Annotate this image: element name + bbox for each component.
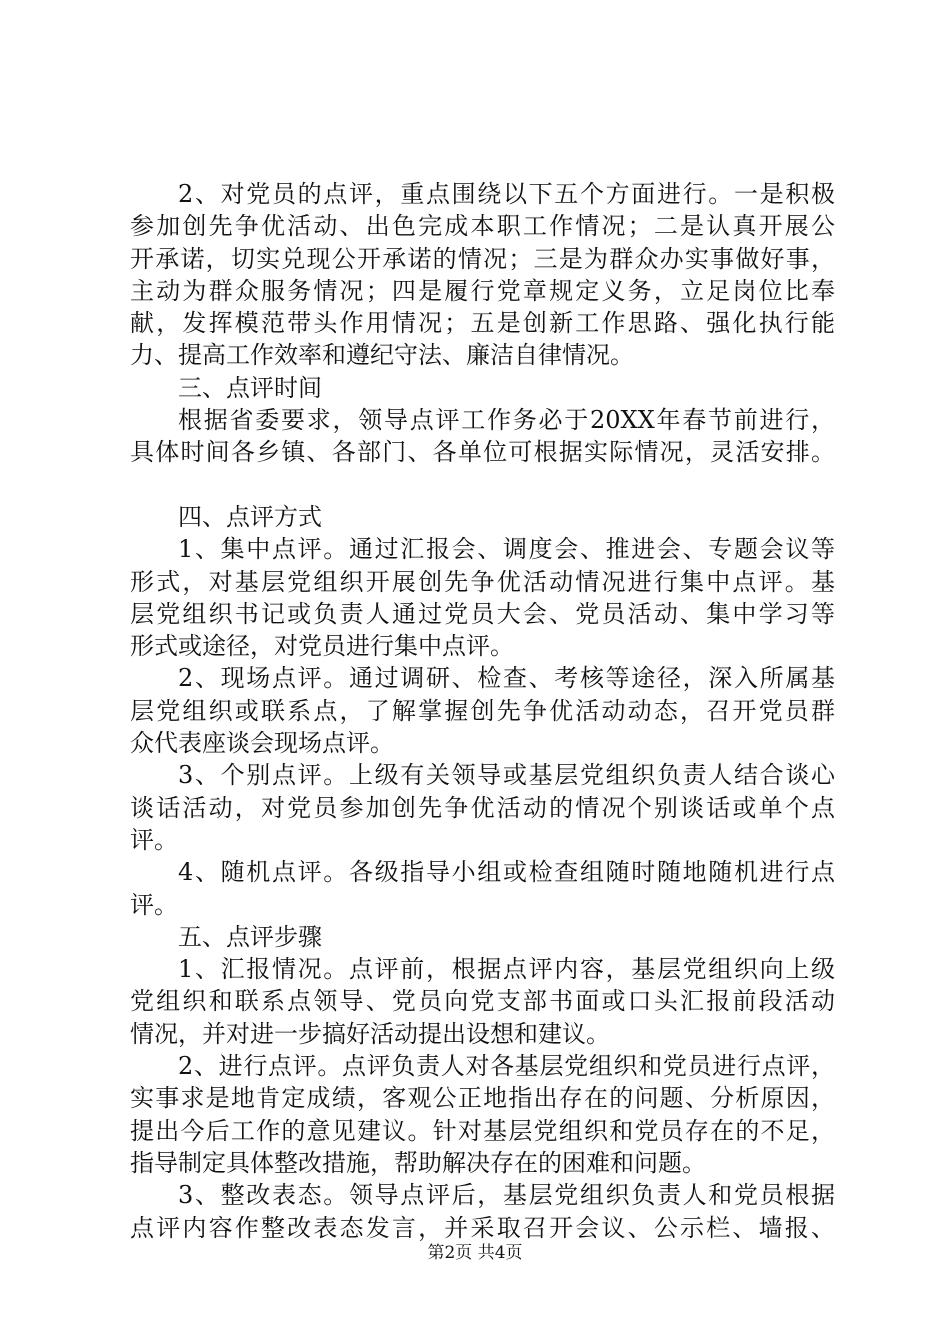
text-line: 层党组织或联系点，了解掌握创先争优活动动态，召开党员群 bbox=[130, 696, 835, 725]
text-line: 形式，对基层党组织开展创先争优活动情况进行集中点评。基 bbox=[130, 567, 835, 596]
page-footer: 第2页 共4页 bbox=[427, 1243, 523, 1263]
text-line: 情况，并对进一步搞好活动提出设想和建议。 bbox=[130, 1019, 610, 1048]
text-line: 3、整改表态。领导点评后，基层党组织负责人和党员根据 bbox=[178, 1181, 835, 1210]
text-line: 3、个别点评。上级有关领导或基层党组织负责人结合谈心 bbox=[178, 761, 835, 790]
text-line: 1、汇报情况。点评前，根据点评内容，基层党组织向上级 bbox=[178, 955, 835, 984]
text-line: 层党组织书记或负责人通过党员大会、党员活动、集中学习等 bbox=[130, 599, 835, 628]
text-line: 点评内容作整改表态发言，并采取召开会议、公示栏、墙报、 bbox=[130, 1213, 835, 1242]
text-line: 三、点评时间 bbox=[178, 373, 322, 402]
text-line: 1、集中点评。通过汇报会、调度会、推进会、专题会议等 bbox=[178, 535, 835, 564]
text-line: 众代表座谈会现场点评。 bbox=[130, 729, 394, 758]
text-line: 四、点评方式 bbox=[178, 502, 322, 531]
text-line: 根据省委要求，领导点评工作务必于20XX年春节前进行， bbox=[178, 406, 835, 435]
text-line: 评。 bbox=[130, 825, 178, 854]
text-line: 实事求是地肯定成绩，客观公正地指出存在的问题、分析原因， bbox=[130, 1084, 835, 1113]
text-line: 力、提高工作效率和遵纪守法、廉洁自律情况。 bbox=[130, 341, 634, 370]
text-line: 2、对党员的点评，重点围绕以下五个方面进行。一是积极 bbox=[178, 180, 835, 208]
text-line: 五、点评步骤 bbox=[178, 922, 322, 951]
blank-line bbox=[130, 469, 835, 501]
text-line: 形式或途径，对党员进行集中点评。 bbox=[130, 632, 514, 661]
document-body bbox=[130, 178, 835, 1244]
text-line: 主动为群众服务情况；四是履行党章规定义务，立足岗位比奉 bbox=[130, 276, 835, 305]
text-line: 2、进行点评。点评负责人对各基层党组织和党员进行点评， bbox=[178, 1052, 835, 1081]
text-line: 4、随机点评。各级指导小组或检查组随时随地随机进行点 bbox=[178, 858, 835, 887]
text-line: 参加创先争优活动、出色完成本职工作情况；二是认真开展公 bbox=[130, 212, 835, 241]
text-line: 2、现场点评。通过调研、检查、考核等途径，深入所属基 bbox=[178, 664, 835, 693]
text-line: 党组织和联系点领导、党员向党支部书面或口头汇报前段活动 bbox=[130, 987, 835, 1016]
text-line: 评。 bbox=[130, 890, 178, 919]
text-line: 谈话活动，对党员参加创先争优活动的情况个别谈话或单个点 bbox=[130, 793, 835, 822]
text-line: 提出今后工作的意见建议。针对基层党组织和党员存在的不足， bbox=[130, 1116, 835, 1145]
text-line: 指导制定具体整改措施，帮助解决存在的困难和问题。 bbox=[130, 1148, 706, 1177]
text-line: 献，发挥模范带头作用情况；五是创新工作思路、强化执行能 bbox=[130, 309, 835, 338]
text-line: 开承诺，切实兑现公开承诺的情况；三是为群众办实事做好事， bbox=[130, 244, 835, 273]
text-line: 具体时间各乡镇、各部门、各单位可根据实际情况，灵活安排。 bbox=[130, 438, 835, 467]
